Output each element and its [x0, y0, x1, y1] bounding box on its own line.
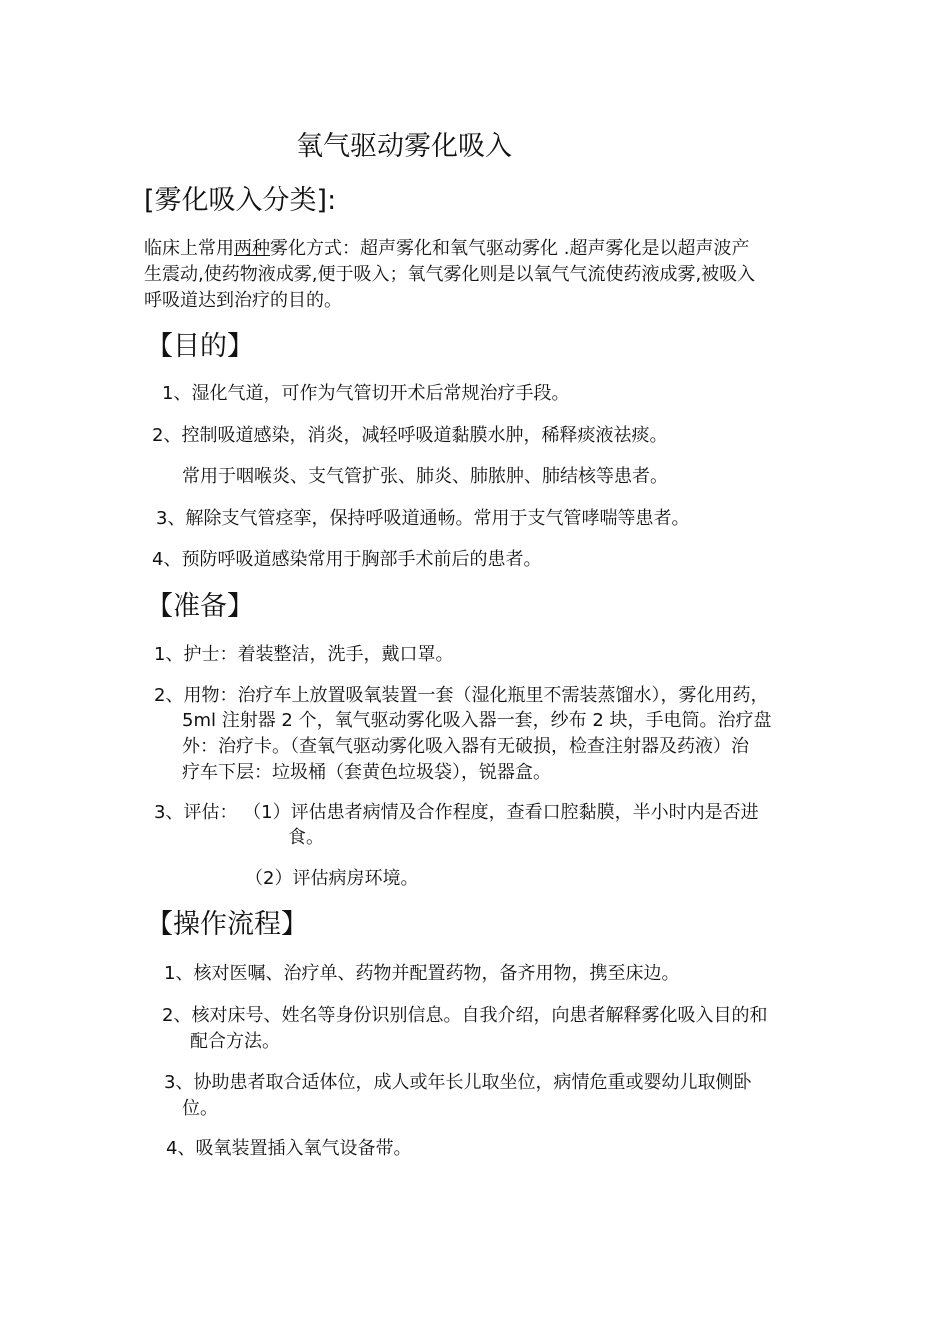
preparation-item-2-line1: 2、用物：治疗车上放置吸氧装置一套（湿化瓶里不需装蒸馏水），雾化用药，	[154, 685, 769, 706]
section-heading-procedure: 【操作流程】	[146, 909, 308, 940]
underlined-text: 两种	[234, 238, 270, 259]
procedure-item-2-line1: 2、核对床号、姓名等身份识别信息。自我介绍，向患者解释雾化吸入目的和	[162, 1005, 768, 1026]
preparation-item-1: 1、护士：着装整洁，洗手，戴口罩。	[154, 644, 454, 665]
procedure-item-2-line2: 配合方法。	[190, 1031, 280, 1052]
purpose-item-2: 2、控制吸道感染，消炎，减轻呼吸道黏膜水肿，稀释痰液祛痰。	[152, 425, 668, 446]
purpose-item-1: 1、湿化气道，可作为气管切开术后常规治疗手段。	[162, 383, 570, 404]
purpose-item-4: 4、预防呼吸道感染常用于胸部手术前后的患者。	[152, 549, 542, 570]
page-title: 氧气驱动雾化吸入	[296, 131, 512, 162]
preparation-item-3-line1: 3、评估： （1）评估患者病情及合作程度，查看口腔黏膜，半小时内是否进	[154, 802, 759, 823]
procedure-item-1: 1、核对医嘱、治疗单、药物并配置药物，备齐用物，携至床边。	[164, 963, 680, 984]
procedure-item-4: 4、吸氧装置插入氧气设备带。	[166, 1138, 412, 1159]
purpose-item-2-sub: 常用于咽喉炎、支气管扩张、肺炎、肺脓肿、肺结核等患者。	[182, 466, 668, 487]
text-run: 临床上常用	[144, 238, 234, 259]
procedure-item-3-line1: 3、协助患者取合适体位，成人或年长儿取坐位，病情危重或婴幼儿取侧卧	[164, 1072, 752, 1093]
section-heading-classification: [雾化吸入分类]:	[144, 185, 337, 216]
preparation-item-2-line4: 疗车下层：垃圾桶（套黄色垃圾袋），锐器盒。	[182, 762, 551, 783]
preparation-item-3-line2: 食。	[288, 827, 324, 848]
classification-paragraph-line2: 生震动,使药物液成雾,便于吸入；氧气雾化则是以氧气气流使药液成雾,被吸入	[144, 264, 756, 285]
preparation-item-2-line2: 5ml 注射器 2 个，氧气驱动雾化吸入器一套，纱布 2 块，手电筒。治疗盘	[182, 710, 772, 731]
procedure-item-3-line2: 位。	[182, 1098, 218, 1119]
preparation-item-3-line3: （2）评估病房环境。	[245, 868, 419, 889]
preparation-item-2-line3: 外：治疗卡。（查氧气驱动雾化吸入器有无破损，检查注射器及药液）治	[182, 736, 749, 757]
section-heading-purpose: 【目的】	[146, 331, 254, 362]
purpose-item-3: 3、解除支气管痉挛，保持呼吸道通畅。常用于支气管哮喘等患者。	[156, 508, 690, 529]
section-heading-preparation: 【准备】	[146, 591, 254, 622]
classification-paragraph-line3: 呼吸道达到治疗的目的。	[144, 290, 342, 311]
classification-paragraph-line1	[144, 236, 749, 262]
text-run: 雾化方式：超声雾化和氧气驱动雾化 .超声雾化是以超声波产	[270, 238, 750, 259]
